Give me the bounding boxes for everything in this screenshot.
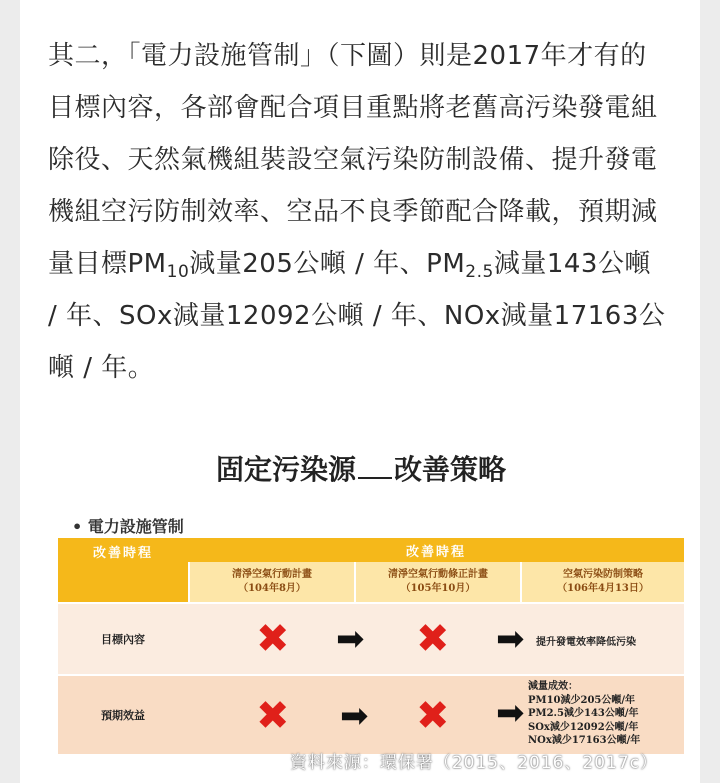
effect-line: PM10減少205公噸/年 — [528, 694, 636, 706]
table-corner-header: 改善時程 — [58, 538, 188, 602]
cross-icon: ✖ — [256, 616, 290, 662]
effect-line: SOx減少12092公噸/年 — [528, 721, 639, 733]
cross-icon: ✖ — [416, 616, 450, 662]
strategy-text: 提升發電效率降低污染 — [536, 637, 636, 648]
arrow-right-icon: ➡ — [496, 619, 525, 659]
table-row — [58, 676, 684, 754]
paragraph-text-1: 其二，「電力設施管制」（下圖）則是2017年才有的目標內容，各部會配合項目重點將老舊高污染發電組除役、天然氣機組裝設空氣污染防制設備、提升發電機組空污防制效率、空品不良季節配合降載，預期減量目標PM — [48, 41, 658, 279]
paragraph-text-3: 減量143公噸 / 年、SOx減量12092公噸 / 年、NOx減量17163公噸 / 年。 — [48, 249, 666, 383]
effect-line: PM2.5減少143公噸/年 — [528, 708, 639, 719]
column-header-date: （106年4月13日） — [557, 583, 649, 594]
pm10-subscript: 10 — [166, 262, 190, 282]
column-header — [190, 562, 354, 602]
figure-source-caption: 資料來源：環保署（2015、2016、2017c） — [289, 753, 658, 773]
effect-line: NOx減少17163公噸/年 — [528, 735, 641, 746]
expected-effects — [528, 680, 640, 748]
arrow-right-icon: ➡ — [336, 619, 365, 659]
article-paragraph — [48, 30, 668, 394]
row-label: 預期效益 — [101, 709, 145, 722]
embedded-figure[interactable] — [38, 430, 684, 783]
pm25-subscript: 2.5 — [465, 262, 494, 282]
column-header-title: 清淨空氣行動計畫 — [232, 569, 312, 580]
column-header-title: 空氣污染防制策略 — [563, 569, 643, 580]
figure-title-right: 改善策略 — [394, 453, 507, 486]
strategy-table — [58, 538, 684, 754]
table-top-header: 改善時程 — [188, 538, 684, 562]
column-header-title: 清淨空氣行動條正計畫 — [388, 569, 488, 580]
cross-icon: ✖ — [416, 693, 450, 739]
table-row — [58, 604, 684, 674]
arrow-right-icon: ➡ — [496, 693, 525, 733]
figure-bullet: • 電力設施管制 — [72, 517, 184, 536]
arrow-right-icon: ➡ — [340, 696, 369, 736]
effect-line: 減量成效： — [528, 681, 578, 692]
column-header — [356, 562, 520, 602]
figure-title — [38, 448, 684, 488]
column-header-date: （105年10月） — [400, 583, 476, 594]
row-label: 目標內容 — [101, 633, 145, 646]
paragraph-text-2: 減量205公噸 / 年、PM — [189, 249, 466, 279]
column-header — [522, 562, 684, 602]
column-header-date: （104年8月） — [238, 583, 306, 594]
article-card — [20, 0, 700, 783]
figure-title-left: 固定污染源 — [215, 453, 356, 486]
cross-icon: ✖ — [256, 693, 290, 739]
